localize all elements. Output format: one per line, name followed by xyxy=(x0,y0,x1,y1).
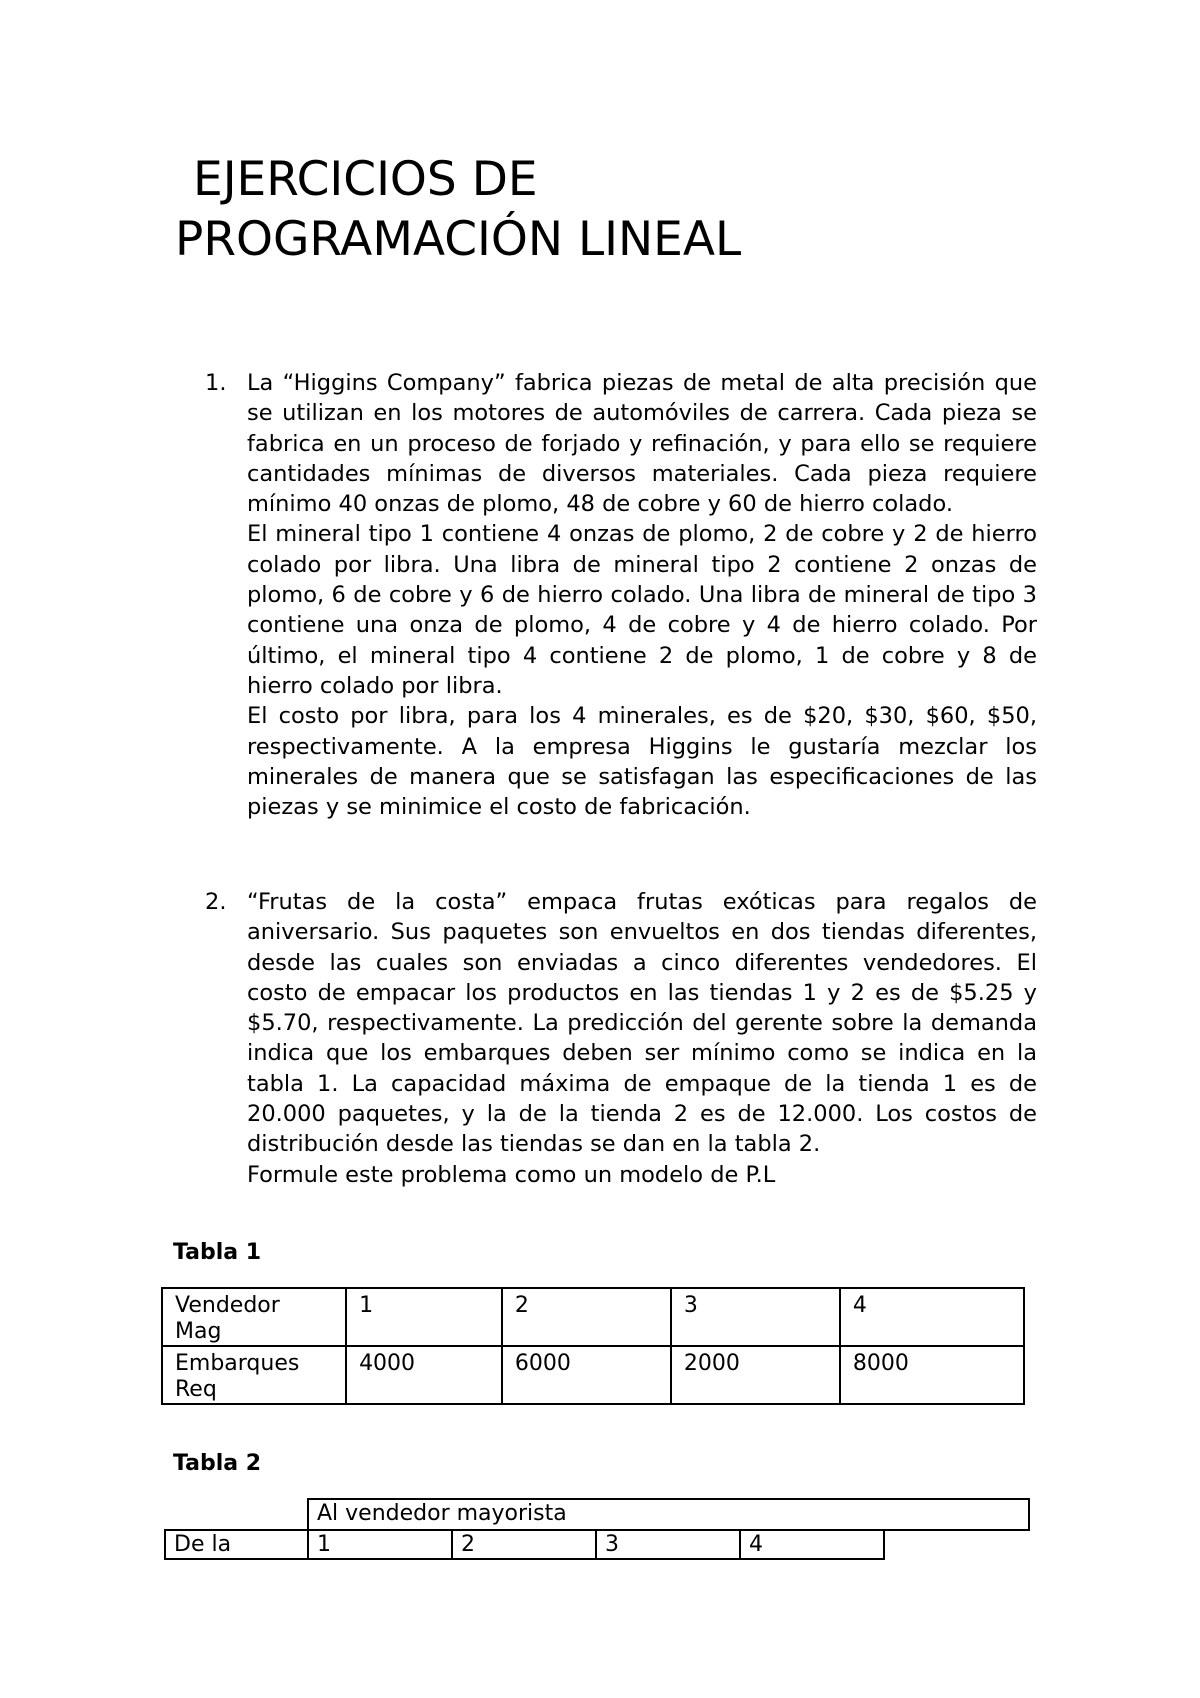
table-row xyxy=(162,1288,1024,1346)
table-cell: Vendedor Mag xyxy=(162,1288,346,1346)
exercise-1-paragraph-2: El mineral tipo 1 contiene 4 onzas de plomo, 2 de cobre y 2 de hierro colado por libra. Una libra de mineral tipo 2 contiene 2 onzas de plomo, 6 de cobre y 6 de hierro colado. Una libra de mineral de tipo 3 contiene una onza de plomo, 4 de cobre y 4 de hierro colado. Por último, el mineral tipo 4 contiene 2 de plomo, 1 de cobre y 8 de hierro colado por libra. xyxy=(247,521,1037,699)
page-title-line2: PROGRAMACIÓN LINEAL xyxy=(175,212,742,267)
exercise-1-paragraph-1: La “Higgins Company” fabrica piezas de metal de alta precisión que se utilizan en los motores de automóviles de carrera. Cada pieza se fabrica en un proceso de forjado y refinación, y para ello se requiere cantidades mínimas de diversos materiales. Cada pieza requiere mínimo 40 onzas de plomo, 48 de cobre y 60 de hierro colado. xyxy=(247,370,1037,518)
table-cell: 1 xyxy=(346,1288,502,1346)
table-row xyxy=(162,1346,1024,1404)
table-cell: Embarques Req xyxy=(162,1346,346,1404)
table-cell: 4 xyxy=(840,1288,1024,1346)
exercise-1-paragraph-3: El costo por libra, para los 4 minerales, es de $20, $30, $60, $50, respectivamente. A la empresa Higgins le gustaría mezclar los minerales de manera que se satisfagan las especificaciones de las piezas y se minimice el costo de fabricación. xyxy=(247,703,1037,821)
table-2-label: Tabla 2 xyxy=(173,1451,262,1476)
table-2-row-label: De la xyxy=(164,1529,309,1560)
table-cell: 2 xyxy=(502,1288,671,1346)
table-2-column-3: 3 xyxy=(595,1529,741,1560)
table-2-column-1: 1 xyxy=(307,1529,453,1560)
exercise-number: 2. xyxy=(205,889,227,915)
exercise-2-paragraph-2: Formule este problema como un modelo de P.L xyxy=(247,1161,776,1188)
exercise-number: 1. xyxy=(205,370,227,396)
table-2-header: Al vendedor mayorista xyxy=(307,1498,1030,1531)
table-2-column-2: 2 xyxy=(451,1529,597,1560)
exercise-2 xyxy=(205,887,1037,1190)
table-cell: 3 xyxy=(671,1288,840,1346)
page-title xyxy=(175,150,975,270)
table-cell: 8000 xyxy=(840,1346,1024,1404)
table-1 xyxy=(161,1287,1025,1405)
page-title-line1: EJERCICIOS DE xyxy=(193,152,538,207)
table-2-column-4: 4 xyxy=(739,1529,885,1560)
exercise-1 xyxy=(205,368,1037,822)
table-1-label: Tabla 1 xyxy=(173,1240,262,1265)
table-cell: 4000 xyxy=(346,1346,502,1404)
exercise-2-paragraph-1: “Frutas de la costa” empaca frutas exóticas para regalos de aniversario. Sus paquetes son envueltos en dos tiendas diferentes, desde las cuales son enviadas a cinco diferentes vendedores. El costo de empacar los productos en las tiendas 1 y 2 es de $5.25 y $5.70, respectivamente. La predicción del gerente sobre la demanda indica que los embarques deben ser mínimo como se indica en la tabla 1. La capacidad máxima de empaque de la tienda 1 es de 20.000 paquetes, y la de la tienda 2 es de 12.000. Los costos de distribución desde las tiendas se dan en la tabla 2. xyxy=(247,889,1037,1158)
table-cell: 6000 xyxy=(502,1346,671,1404)
table-cell: 2000 xyxy=(671,1346,840,1404)
